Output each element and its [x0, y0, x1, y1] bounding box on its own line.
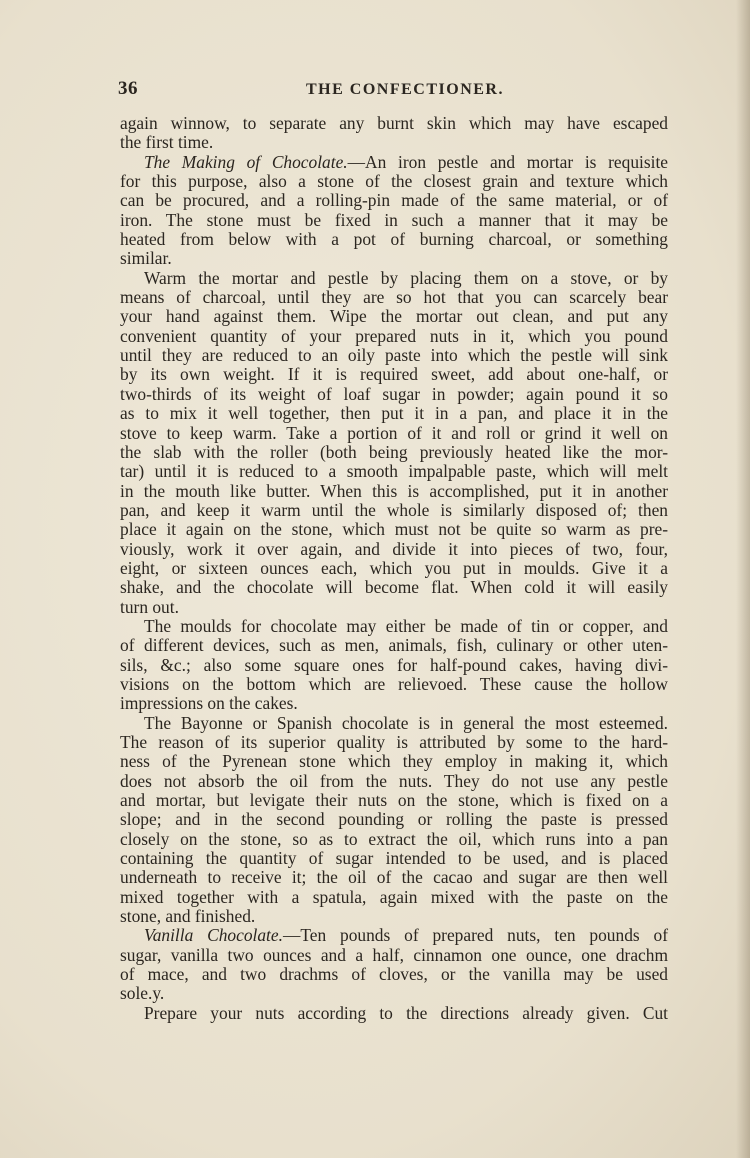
text-line	[120, 559, 668, 578]
line-text: convenient quantity of your prepared nuts in it, which you pound	[120, 325, 668, 346]
line-text: heated from below with a pot of burning charcoal, or something	[120, 229, 668, 250]
line-text: impressions on the cakes.	[120, 693, 298, 714]
line-text: sole.y.	[120, 983, 165, 1004]
line-text: again winnow, to separate any burnt skin which may have escaped	[120, 113, 668, 133]
text-line	[120, 153, 668, 172]
line-text: similar.	[120, 248, 172, 269]
line-text: stone, and finished.	[120, 906, 256, 927]
text-line	[120, 172, 668, 191]
line-text: ness of the Pyrenean stone which they employ in making it, which	[120, 751, 668, 772]
text-line	[120, 288, 668, 307]
text-line	[120, 907, 668, 926]
line-text: the first time.	[120, 132, 214, 153]
line-text: underneath to receive it; the oil of the cacao and sugar are then well	[120, 867, 668, 888]
line-text: in the mouth like butter. When this is accomplished, put it in another	[120, 480, 668, 501]
text-line	[120, 482, 668, 501]
text-line	[120, 443, 668, 462]
page-header	[118, 78, 668, 102]
line-text: shake, and the chocolate will become flat. When cold it will easily	[120, 577, 668, 598]
line-text: does not absorb the oil from the nuts. They do not use any pestle	[120, 770, 668, 791]
line-text: can be procured, and a rolling-pin made of the same material, or of	[120, 190, 668, 211]
text-line	[120, 249, 668, 268]
line-text: until they are reduced to an oily paste into which the pestle will sink	[120, 345, 668, 366]
line-text: turn out.	[120, 596, 179, 617]
text-line	[120, 791, 668, 810]
text-line	[120, 133, 668, 152]
line-text: eight, or sixteen ounces each, which you put in moulds. Give it a	[120, 557, 668, 578]
line-text: slope; and in the second pounding or rolling the paste is pressed	[120, 809, 668, 830]
line-text: pan, and keep it warm until the whole is similarly disposed of; then	[120, 499, 668, 520]
line-text: by its own weight. If it is required sweet, add about one-half, or	[120, 364, 668, 385]
text-line	[120, 830, 668, 849]
text-line	[120, 888, 668, 907]
text-line	[120, 598, 668, 617]
text-line	[120, 636, 668, 655]
paragraph	[120, 926, 668, 1003]
text-line	[120, 617, 668, 636]
line-text: tar) until it is reduced to a smooth impalpable paste, which will melt	[120, 461, 668, 482]
text-line	[120, 733, 668, 752]
text-line	[120, 656, 668, 675]
paragraph	[120, 153, 668, 269]
text-line	[120, 365, 668, 384]
line-text: sugar, vanilla two ounces and a half, cinnamon one ounce, one drachm	[120, 944, 668, 965]
text-line	[120, 230, 668, 249]
paragraph	[120, 114, 668, 153]
line-text: visions on the bottom which are relievoed. These cause the hollow	[120, 673, 668, 694]
text-line	[120, 965, 668, 984]
line-text: closely on the stone, so as to extract the oil, which runs into a pan	[120, 828, 668, 849]
text-line	[120, 307, 668, 326]
line-text: The moulds for chocolate may either be made of tin or copper, and	[144, 615, 668, 636]
text-line	[120, 984, 668, 1003]
line-text: of mace, and two drachms of cloves, or the vanilla may be used	[120, 964, 668, 985]
page-edge-shadow	[736, 0, 750, 1158]
line-text: containing the quantity of sugar intended to be used, and is placed	[120, 848, 668, 869]
text-line	[120, 404, 668, 423]
body-text	[120, 114, 668, 1023]
text-line	[120, 1004, 668, 1023]
section-heading: The Making of Chocolate.	[144, 151, 348, 172]
text-line	[120, 752, 668, 771]
line-text: of different devices, such as men, animals, fish, culinary or other uten-	[120, 635, 668, 656]
paragraph	[120, 617, 668, 714]
line-text: viously, work it over again, and divide it into pieces of two, four,	[120, 538, 668, 559]
text-line	[120, 462, 668, 481]
line-text: as to mix it well together, then put it in a pan, and place it in the	[120, 403, 668, 424]
text-line	[120, 211, 668, 230]
text-line	[120, 714, 668, 733]
text-line	[120, 327, 668, 346]
line-text: mixed together with a spatula, again mixed with the paste on the	[120, 886, 668, 907]
line-text: means of charcoal, until they are so hot that you can scarcely bear	[120, 287, 668, 308]
line-text: Warm the mortar and pestle by placing them on a stove, or by	[144, 267, 668, 288]
line-text: iron. The stone must be fixed in such a manner that it may be	[120, 209, 668, 230]
line-text: sils, &c.; also some square ones for half-pound cakes, having divi-	[120, 654, 668, 675]
text-line	[120, 346, 668, 365]
paragraph	[120, 1004, 668, 1023]
text-line	[120, 191, 668, 210]
line-text: for this purpose, also a stone of the closest grain and texture which	[120, 171, 668, 192]
line-text: The reason of its superior quality is attributed by some to the hard-	[120, 732, 668, 752]
text-line	[120, 114, 668, 133]
text-line	[120, 694, 668, 713]
line-text: The Bayonne or Spanish chocolate is in general the most esteemed.	[144, 712, 668, 733]
running-title: THE CONFECTIONER.	[306, 81, 504, 98]
text-line	[120, 675, 668, 694]
line-text: —An iron pestle and mortar is requisite	[347, 151, 668, 172]
line-text: two-thirds of its weight of loaf sugar in powder; again pound it so	[120, 383, 668, 404]
line-text: —Ten pounds of prepared nuts, ten pounds of	[282, 925, 668, 946]
line-text: Prepare your nuts according to the directions already given. Cut	[144, 1002, 668, 1023]
page-number: 36	[118, 78, 138, 99]
text-line	[120, 540, 668, 559]
section-heading: Vanilla Chocolate.	[144, 925, 283, 946]
text-line	[120, 424, 668, 443]
text-line	[120, 520, 668, 539]
text-line	[120, 269, 668, 288]
text-line	[120, 926, 668, 945]
text-line	[120, 772, 668, 791]
line-text: stove to keep warm. Take a portion of it and roll or grind it well on	[120, 422, 668, 443]
line-text: your hand against them. Wipe the mortar out clean, and put any	[120, 306, 668, 327]
text-line	[120, 868, 668, 887]
paragraph	[120, 269, 668, 617]
line-text: the slab with the roller (both being previously heated like the mor-	[120, 441, 668, 462]
text-line	[120, 385, 668, 404]
line-text: place it again on the stone, which must not be quite so warm as pre-	[120, 519, 668, 540]
text-line	[120, 810, 668, 829]
line-text: and mortar, but levigate their nuts on the stone, which is fixed on a	[120, 790, 668, 811]
text-line	[120, 578, 668, 597]
paragraph	[120, 714, 668, 927]
text-line	[120, 849, 668, 868]
text-line	[120, 501, 668, 520]
text-line	[120, 946, 668, 965]
